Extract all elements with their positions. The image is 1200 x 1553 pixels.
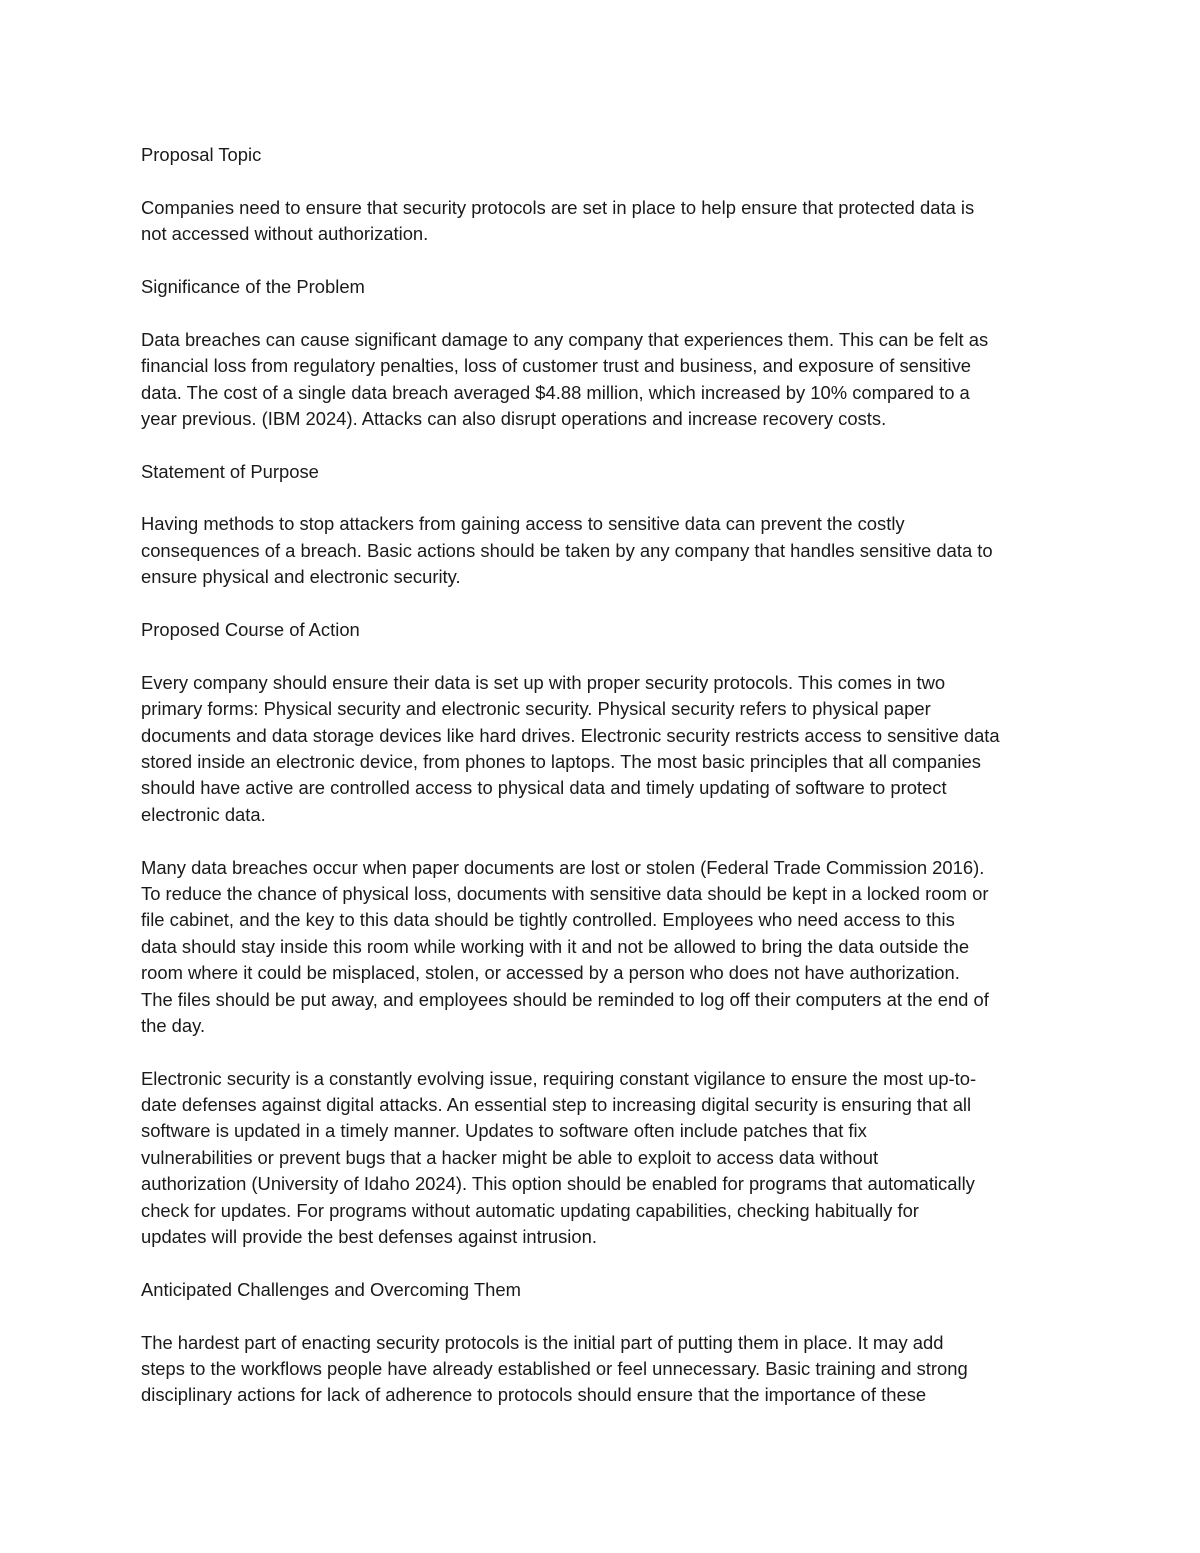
paragraph-line: vulnerabilities or prevent bugs that a hacker might be able to exploit to access data without	[141, 1146, 879, 1168]
paragraph-action-physical	[141, 855, 1066, 1040]
paragraph-line: stored inside an electronic device, from phones to laptops. The most basic principles that all companies	[141, 750, 981, 772]
paragraph-line: file cabinet, and the key to this data should be tightly controlled. Employees who need access to this	[141, 909, 955, 931]
paragraph-line: Every company should ensure their data is set up with proper security protocols. This comes in two	[141, 671, 946, 693]
paragraph-line: authorization (University of Idaho 2024). This option should be enabled for programs that automatically	[141, 1173, 975, 1195]
heading-text: Significance of the Problem	[141, 275, 365, 297]
heading-text: Proposed Course of Action	[141, 619, 360, 641]
paragraph-line: Electronic security is a constantly evolving issue, requiring constant vigilance to ensure the most up-to-	[141, 1067, 977, 1089]
heading-text: Proposal Topic	[141, 144, 262, 165]
paragraph-purpose	[141, 511, 1066, 590]
section-heading-challenges	[141, 1277, 1066, 1303]
paragraph-line: not accessed without authorization.	[141, 223, 429, 245]
section-heading-purpose	[141, 459, 1066, 485]
paragraph-line: Companies need to ensure that security protocols are set in place to help ensure that protected data is	[141, 196, 975, 218]
paragraph-action-overview	[141, 670, 1066, 828]
paragraph-challenges	[141, 1330, 1066, 1409]
paragraph-line: primary forms: Physical security and electronic security. Physical security refers to physical paper	[141, 698, 931, 720]
document-body	[141, 142, 1066, 1435]
paragraph-line: Many data breaches occur when paper documents are lost or stolen (Federal Trade Commission 2016).	[141, 856, 985, 878]
paragraph-line: financial loss from regulatory penalties, loss of customer trust and business, and exposure of sensitive	[141, 355, 972, 377]
paragraph-line: steps to the workflows people have already established or feel unnecessary. Basic training and strong	[141, 1357, 968, 1379]
paragraph-line: Data breaches can cause significant damage to any company that experiences them. This can be felt as	[141, 328, 989, 350]
section-heading-significance	[141, 274, 1066, 300]
paragraph-line: updates will provide the best defenses against intrusion.	[141, 1226, 597, 1248]
section-heading-course-of-action	[141, 617, 1066, 643]
section-heading-proposal-topic	[141, 142, 1066, 168]
paragraph-line: The hardest part of enacting security protocols is the initial part of putting them in place. It may add	[141, 1331, 944, 1353]
paragraph-topic	[141, 195, 1066, 248]
heading-text: Statement of Purpose	[141, 460, 319, 482]
heading-text: Anticipated Challenges and Overcoming Them	[141, 1278, 521, 1300]
paragraph-line: Having methods to stop attackers from gaining access to sensitive data can prevent the costly	[141, 513, 905, 535]
paragraph-line: date defenses against digital attacks. An essential step to increasing digital security is ensuring that all	[141, 1094, 972, 1116]
paragraph-line: The files should be put away, and employees should be reminded to log off their computers at the end of	[141, 988, 989, 1010]
paragraph-action-electronic	[141, 1066, 1066, 1251]
paragraph-line: the day.	[141, 1014, 206, 1036]
paragraph-line: disciplinary actions for lack of adherence to protocols should ensure that the importance of these	[141, 1384, 927, 1406]
paragraph-line: consequences of a breach. Basic actions should be taken by any company that handles sensitive data to	[141, 539, 993, 561]
paragraph-line: room where it could be misplaced, stolen, or accessed by a person who does not have authorization.	[141, 962, 960, 984]
paragraph-line: data should stay inside this room while working with it and not be allowed to bring the data outside the	[141, 935, 970, 957]
paragraph-line: To reduce the chance of physical loss, documents with sensitive data should be kept in a locked room or	[141, 882, 989, 904]
paragraph-line: software is updated in a timely manner. Updates to software often include patches that fix	[141, 1120, 867, 1142]
paragraph-line: year previous. (IBM 2024). Attacks can also disrupt operations and increase recovery costs.	[141, 407, 887, 429]
paragraph-line: check for updates. For programs without automatic updating capabilities, checking habitually for	[141, 1199, 919, 1221]
paragraph-line: electronic data.	[141, 803, 266, 825]
paragraph-significance	[141, 327, 1066, 433]
paragraph-line: data. The cost of a single data breach averaged $4.88 million, which increased by 10% compared to a	[141, 381, 970, 403]
paragraph-line: documents and data storage devices like hard drives. Electronic security restricts access to sensitive data	[141, 724, 1000, 746]
paragraph-line: ensure physical and electronic security.	[141, 566, 461, 588]
paragraph-line: should have active are controlled access to physical data and timely updating of software to protect	[141, 777, 947, 799]
